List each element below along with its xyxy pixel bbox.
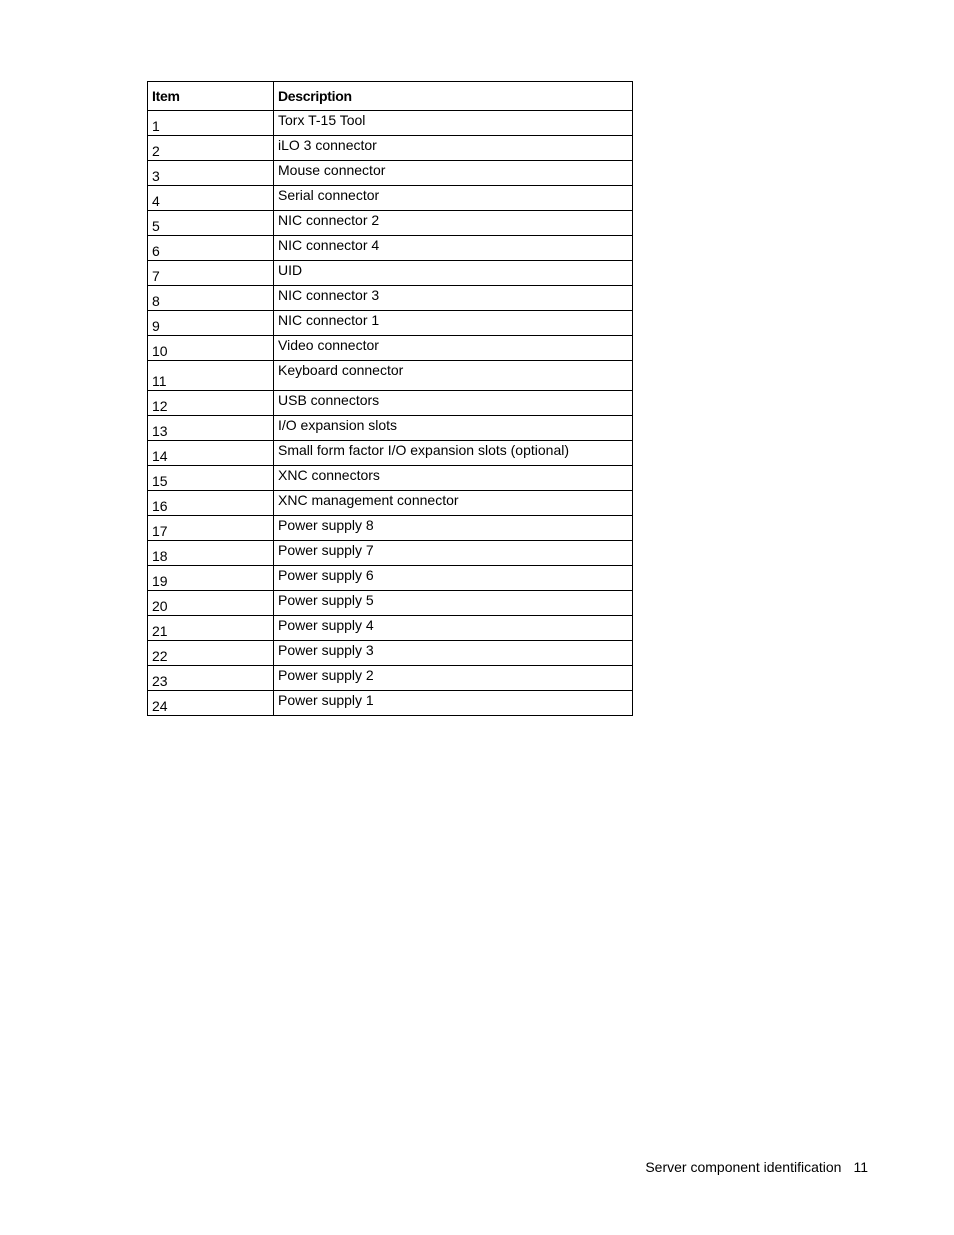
table-row bbox=[148, 286, 633, 311]
table-row bbox=[148, 466, 633, 491]
item-number-cell: 21 bbox=[148, 616, 274, 641]
column-header-item: Item bbox=[148, 82, 274, 111]
item-number-cell: 16 bbox=[148, 491, 274, 516]
description-cell: Power supply 2 bbox=[274, 666, 633, 691]
table-row bbox=[148, 516, 633, 541]
item-number-cell: 9 bbox=[148, 311, 274, 336]
table-row bbox=[148, 391, 633, 416]
description-cell: I/O expansion slots bbox=[274, 416, 633, 441]
table-row bbox=[148, 416, 633, 441]
table-row bbox=[148, 136, 633, 161]
description-cell: XNC management connector bbox=[274, 491, 633, 516]
page-footer bbox=[645, 1159, 868, 1175]
table-row bbox=[148, 261, 633, 286]
table-row bbox=[148, 691, 633, 716]
item-number-cell: 8 bbox=[148, 286, 274, 311]
description-cell: Serial connector bbox=[274, 186, 633, 211]
description-cell: Power supply 1 bbox=[274, 691, 633, 716]
table-row bbox=[148, 236, 633, 261]
description-cell: Small form factor I/O expansion slots (optional) bbox=[274, 441, 633, 466]
item-number-cell: 4 bbox=[148, 186, 274, 211]
item-number-cell: 6 bbox=[148, 236, 274, 261]
description-cell: Power supply 7 bbox=[274, 541, 633, 566]
item-number-cell: 10 bbox=[148, 336, 274, 361]
description-cell: Video connector bbox=[274, 336, 633, 361]
table-row bbox=[148, 186, 633, 211]
item-number-cell: 24 bbox=[148, 691, 274, 716]
description-cell: UID bbox=[274, 261, 633, 286]
component-table bbox=[147, 81, 633, 716]
table-row bbox=[148, 336, 633, 361]
description-cell: Power supply 4 bbox=[274, 616, 633, 641]
item-number-cell: 17 bbox=[148, 516, 274, 541]
description-cell: Power supply 8 bbox=[274, 516, 633, 541]
table-row bbox=[148, 641, 633, 666]
item-number-cell: 2 bbox=[148, 136, 274, 161]
description-cell: Torx T-15 Tool bbox=[274, 111, 633, 136]
description-cell: XNC connectors bbox=[274, 466, 633, 491]
page-number: 11 bbox=[853, 1159, 868, 1175]
item-number-cell: 11 bbox=[148, 361, 274, 391]
table-row bbox=[148, 441, 633, 466]
table-row bbox=[148, 111, 633, 136]
item-number-cell: 23 bbox=[148, 666, 274, 691]
item-number-cell: 18 bbox=[148, 541, 274, 566]
table-row bbox=[148, 566, 633, 591]
item-number-cell: 19 bbox=[148, 566, 274, 591]
item-number-cell: 3 bbox=[148, 161, 274, 186]
description-cell: NIC connector 4 bbox=[274, 236, 633, 261]
description-cell: NIC connector 1 bbox=[274, 311, 633, 336]
item-number-cell: 20 bbox=[148, 591, 274, 616]
item-number-cell: 14 bbox=[148, 441, 274, 466]
table-row bbox=[148, 311, 633, 336]
item-number-cell: 5 bbox=[148, 211, 274, 236]
table-row bbox=[148, 541, 633, 566]
description-cell: Power supply 6 bbox=[274, 566, 633, 591]
table-row bbox=[148, 211, 633, 236]
item-number-cell: 12 bbox=[148, 391, 274, 416]
description-cell: Keyboard connector bbox=[274, 361, 633, 391]
description-cell: iLO 3 connector bbox=[274, 136, 633, 161]
table-row bbox=[148, 491, 633, 516]
table-row bbox=[148, 591, 633, 616]
description-cell: Power supply 5 bbox=[274, 591, 633, 616]
table-row bbox=[148, 666, 633, 691]
footer-section-title: Server component identification bbox=[645, 1159, 842, 1175]
table-row bbox=[148, 361, 633, 391]
description-cell: Power supply 3 bbox=[274, 641, 633, 666]
table-header-row bbox=[148, 82, 633, 111]
table-row bbox=[148, 161, 633, 186]
column-header-description: Description bbox=[274, 82, 633, 111]
description-cell: NIC connector 2 bbox=[274, 211, 633, 236]
item-number-cell: 15 bbox=[148, 466, 274, 491]
table-row bbox=[148, 616, 633, 641]
description-cell: Mouse connector bbox=[274, 161, 633, 186]
item-number-cell: 7 bbox=[148, 261, 274, 286]
item-number-cell: 1 bbox=[148, 111, 274, 136]
description-cell: NIC connector 3 bbox=[274, 286, 633, 311]
item-number-cell: 13 bbox=[148, 416, 274, 441]
description-cell: USB connectors bbox=[274, 391, 633, 416]
item-number-cell: 22 bbox=[148, 641, 274, 666]
